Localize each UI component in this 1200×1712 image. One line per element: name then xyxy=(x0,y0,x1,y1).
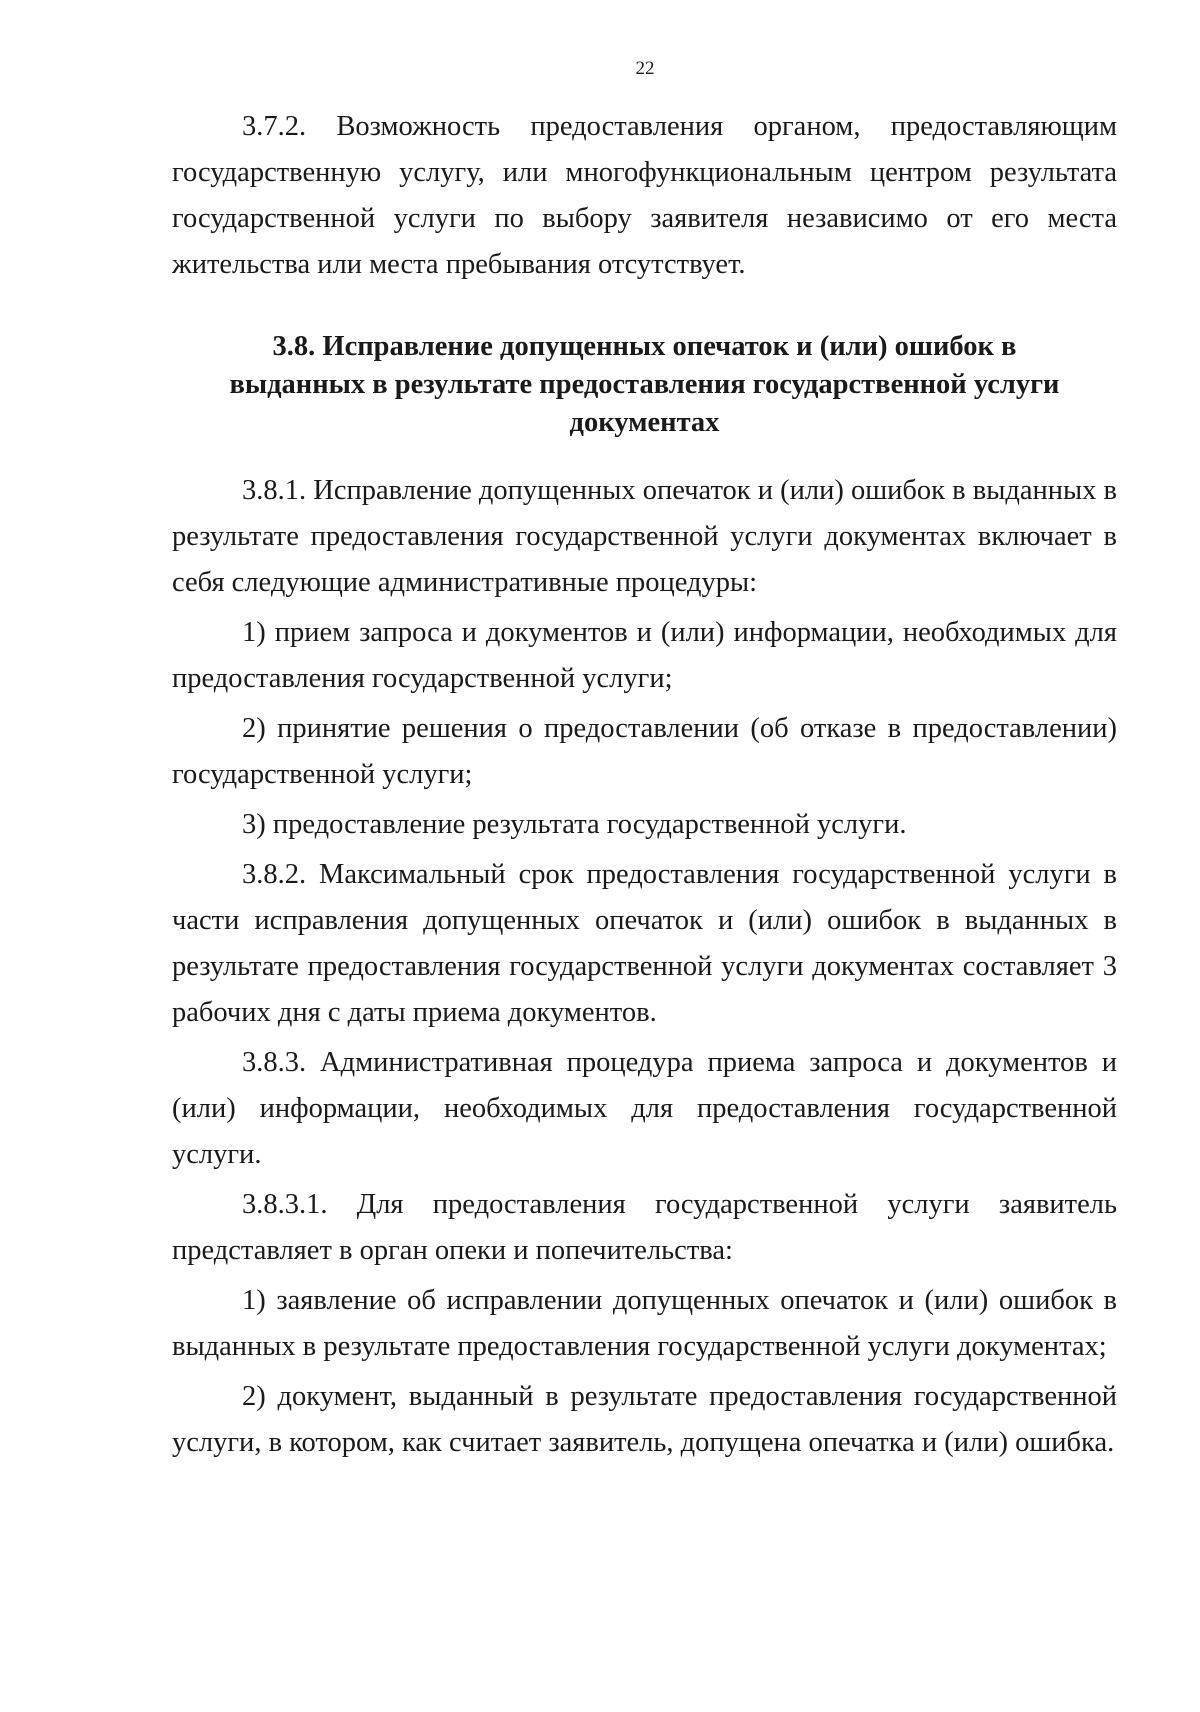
paragraph-3-8-3: 3.8.3. Административная процедура приема запроса и документов и (или) информации, необходимых для предоставления государственной услуги. xyxy=(172,1047,1117,1170)
paragraph-3-7-2: 3.7.2. Возможность предоставления органом, предоставляющим государственную услугу, или многофункциональным центром результата государственной услуги по выбору заявителя независимо от его места жительства или места пребывания отсутствует. xyxy=(172,111,1117,280)
list-item-1-application: 1) заявление об исправлении допущенных опечаток и (или) ошибок в выданных в результате предоставления государственной услуги документах; xyxy=(172,1285,1117,1362)
paragraph-3-8-3-1: 3.8.3.1. Для предоставления государственной услуги заявитель представляет в орган опеки и попечительства: xyxy=(172,1189,1117,1266)
paragraph-3-8-2: 3.8.2. Максимальный срок предоставления государственной услуги в части исправления допущенных опечаток и (или) ошибок в выданных в результате предоставления государственной услуги документах составляет 3 рабочих дня с даты приема документов. xyxy=(172,859,1117,1028)
document-body xyxy=(172,104,1117,1466)
list-item-2-decision: 2) принятие решения о предоставлении (об отказе в предоставлении) государственной услуги; xyxy=(172,713,1117,790)
paragraph-3-8-1: 3.8.1. Исправление допущенных опечаток и (или) ошибок в выданных в результате предоставления государственной услуги документах включает в себя следующие административные процедуры: xyxy=(172,475,1117,598)
list-item-1-request: 1) прием запроса и документов и (или) информации, необходимых для предоставления государственной услуги; xyxy=(172,617,1117,694)
section-heading-3-8: 3.8. Исправление допущенных опечаток и (или) ошибок в выданных в результате предоставления государственной услуги документах xyxy=(229,331,1060,438)
list-item-2-document: 2) документ, выданный в результате предоставления государственной услуги, в котором, как считает заявитель, допущена опечатка и (или) ошибка. xyxy=(172,1381,1117,1458)
list-item-3-result: 3) предоставление результата государственной услуги. xyxy=(242,809,907,840)
page-number: 22 xyxy=(635,58,655,79)
